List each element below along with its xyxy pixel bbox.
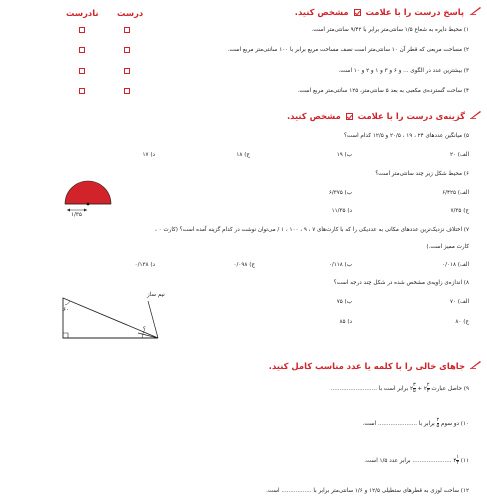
checkbox-icon bbox=[354, 9, 361, 16]
q8-option-d[interactable]: د) ۸۵ bbox=[339, 319, 352, 325]
section2-title: گزینه‌ی درست را با علامت مشخص کنید. bbox=[286, 111, 465, 121]
q7-option-a[interactable]: الف) ۰/۰۱۸ bbox=[442, 262, 469, 268]
q12-blank[interactable]: ................. است. bbox=[266, 488, 312, 494]
q7-text-cont: کارت ممیز است.) bbox=[426, 244, 469, 250]
checkbox-correct-1[interactable] bbox=[124, 27, 130, 33]
q6-option-c[interactable]: ج) ۷/۳۵ bbox=[450, 208, 469, 214]
q6-option-d[interactable]: د) ۱۱/۳۵ bbox=[331, 208, 352, 214]
tf-item-1: ۱) محیط دایره به شعاع ۱/۵ سانتی‌متر برابر با ۹/۴۲ سانتی‌متر است. bbox=[311, 27, 469, 33]
q8-option-a[interactable]: الف) ۷۰ bbox=[449, 299, 469, 305]
checkbox-icon bbox=[346, 113, 353, 120]
q10-fraction: $\frac{۲}{۵}$ bbox=[436, 417, 440, 429]
header-correct: درست bbox=[117, 8, 144, 18]
q8-option-c[interactable]: ج) ۸۰ bbox=[455, 319, 469, 325]
q6-option-a[interactable]: الف) ۶/۴۲۵ bbox=[442, 190, 469, 196]
q10-line: ۱۰) دو سوم $\frac{۲}{۵}$ برابر با ...................... است. bbox=[362, 417, 469, 429]
q7-option-b[interactable]: ب) ۰/۱۱۸ bbox=[328, 262, 352, 268]
semicircle-label: ۱/۳۵ bbox=[71, 212, 82, 218]
tf-item-3: ۳) بیشترین عدد در الگوی ... و ۶ و ۳ و ۱ و ۲ و ۱۰ است. bbox=[338, 68, 469, 74]
q7-text: ۷) اختلاف نزدیک‌ترین عددهای مکانی به عددیکی را که با کارت‌های ۷ ، ۹ ، ۱۰۰ ، ۱ / می‌توان نوشت در کدام گزینه آمده است؟ (کارت ۰ ، bbox=[154, 227, 469, 233]
checkbox-correct-4[interactable] bbox=[124, 88, 130, 94]
q5-option-b[interactable]: ب) ۱۹ bbox=[336, 152, 352, 158]
checkbox-correct-2[interactable] bbox=[124, 47, 130, 53]
triangle-label-angle: ۶۰ bbox=[63, 307, 70, 313]
q9-expression: ۲ $\frac{۳}{۵}$ + ۲ $\frac{۲}{۳}$ bbox=[409, 382, 430, 394]
q6-text: ۶) محیط شکل زیر چند سانتی‌متر است؟ bbox=[375, 171, 469, 177]
q11-blank[interactable]: ...................... bbox=[412, 458, 452, 464]
q6-option-b[interactable]: ب) ۶/۳۷۵ bbox=[328, 190, 352, 196]
triangle-label-question: ؟ bbox=[143, 327, 146, 333]
tf-item-4: ۴) ساحت گسترده‌ی مکعبی به بعد ۵ سانتی‌متر، ۱۲۵ سانتی‌متر مربع است. bbox=[297, 88, 469, 94]
checkbox-incorrect-4[interactable] bbox=[79, 88, 85, 94]
checkbox-correct-3[interactable] bbox=[124, 68, 130, 74]
q8-option-b[interactable]: ب) ۷۵ bbox=[336, 299, 352, 305]
q9-line: ۹) حاصل عبارت ۲ $\frac{۳}{۵}$ + ۲ $\frac{۲}{۳}$ برابر است با .......................... bbox=[330, 382, 469, 394]
q9-blank[interactable]: .......................... bbox=[330, 386, 377, 392]
q5-text: ۵) میانگین عددهای ۲۴ ، ۱۹ ، ۲۰/۵ و ۱۲/۵ کدام است؟ bbox=[343, 133, 469, 139]
section3-title: جاهای خالی را با کلمه یا عدد مناسب کامل کنید. bbox=[268, 361, 465, 371]
checkbox-incorrect-1[interactable] bbox=[79, 27, 85, 33]
tf-item-2: ۲) مساحت مربعی که قطر آن ۱۰ سانتی‌متر است نصف مساحت مربع برابر با ۱۰۰ سانتی‌متر مربع است. bbox=[227, 47, 469, 53]
q5-option-a[interactable]: الف) ۲۰ bbox=[449, 152, 469, 158]
triangle-figure bbox=[58, 293, 170, 343]
q10-blank[interactable]: ...................... است. bbox=[362, 421, 418, 427]
q12-line: ۱۲) ساحت لوزی به قطرهای ستطیلی ۱۲/۵ و ۱/۶ سانتی‌متر برابر با ................. است. bbox=[266, 488, 469, 494]
pen-icon bbox=[470, 6, 482, 15]
q11-line: ۱۱) ۴ $\frac{۱}{۲}$ ...................... برابر عدد ۱/۵ است. bbox=[364, 454, 469, 466]
q8-text: ۸) اندازه‌ی زاویه‌ی مشخص شده در شکل چند درجه است؟ bbox=[333, 280, 469, 286]
checkbox-incorrect-2[interactable] bbox=[79, 47, 85, 53]
q5-option-c[interactable]: ج) ۱۸ bbox=[236, 152, 250, 158]
pen-icon bbox=[470, 360, 482, 369]
q7-option-c[interactable]: ج) ۰/۰۹۸ bbox=[233, 262, 255, 268]
semicircle-figure bbox=[60, 178, 118, 218]
q7-option-d[interactable]: د) ۰/۱۳۸ bbox=[134, 262, 155, 268]
pen-icon bbox=[470, 110, 482, 119]
section1-title: پاسخ درست را با علامت مشخص کنید. bbox=[294, 7, 464, 17]
header-incorrect: نادرست bbox=[66, 8, 99, 18]
q5-option-d[interactable]: د) ۱۷ bbox=[142, 152, 155, 158]
checkbox-incorrect-3[interactable] bbox=[79, 68, 85, 74]
triangle-label-bisector: نیم ساز bbox=[147, 292, 165, 298]
q11-expression: ۴ $\frac{۱}{۲}$ bbox=[453, 454, 460, 466]
